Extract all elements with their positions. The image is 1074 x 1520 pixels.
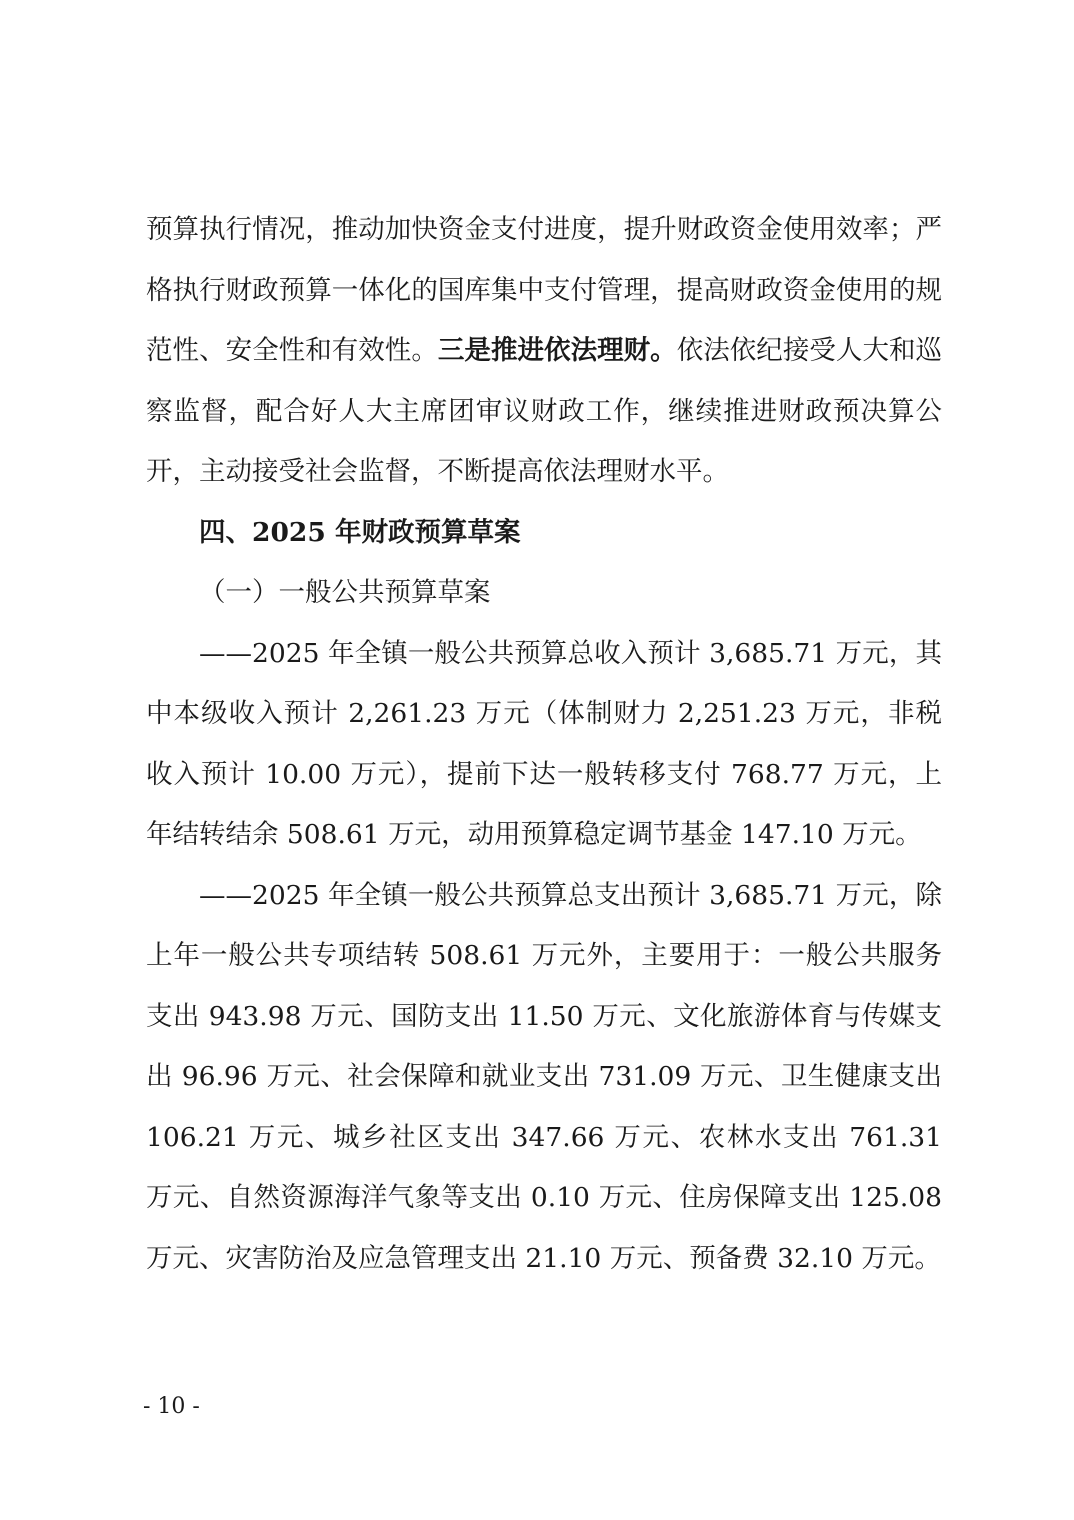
paragraph-text: 依法依纪接受人大和巡察监督，配合好人大主席团审议财政工作，继续推进财政预决算公开，主动接受社会监督，不断提高依法理财水平。 xyxy=(146,335,943,487)
document-body xyxy=(146,200,942,1289)
paragraph-expense: ——2025 年全镇一般公共预算总支出预计 3,685.71 万元，除上年一般公共专项结转 508.61 万元外，主要用于：一般公共服务支出 943.98 万元、国防支出 11.50 万元、文化旅游体育与传媒支出 96.96 万元、社会保障和就业支出 731.09 万元、卫生健康支出 106.21 万元、城乡社区支出 347.66 万元、农林水支出 761.31 万元、自然资源海洋气象等支出 0.10 万元、住房保障支出 125.08 万元、灾害防治及应急管理支出 21.10 万元、预备费 32.10 万元。 xyxy=(146,879,942,1274)
section-heading: 四、2025 年财政预算草案 xyxy=(199,516,521,548)
paragraph-income: ——2025 年全镇一般公共预算总收入预计 3,685.71 万元，其中本级收入预计 2,261.23 万元（体制财力 2,251.23 万元，非税收入预计 10.00 万元），提前下达一般转移支付 768.77 万元，上年结转结余 508.61 万元，动用预算稳定调节基金 147.10 万元。 xyxy=(146,637,942,850)
subsection-heading: （一）一般公共预算草案 xyxy=(199,577,491,608)
paragraph-text: 预算执行情况，推动加快资金支付进度，提升财政资金使用效率；严格执行财政预算一体化的国库集中支付管理，提高财政资金使用的规范性、安全性和有效性。 xyxy=(146,214,942,366)
page-number: - 10 - xyxy=(143,1394,200,1419)
paragraph-legal-finance xyxy=(146,200,942,503)
bold-phrase: 三是推进依法理财。 xyxy=(437,335,677,366)
